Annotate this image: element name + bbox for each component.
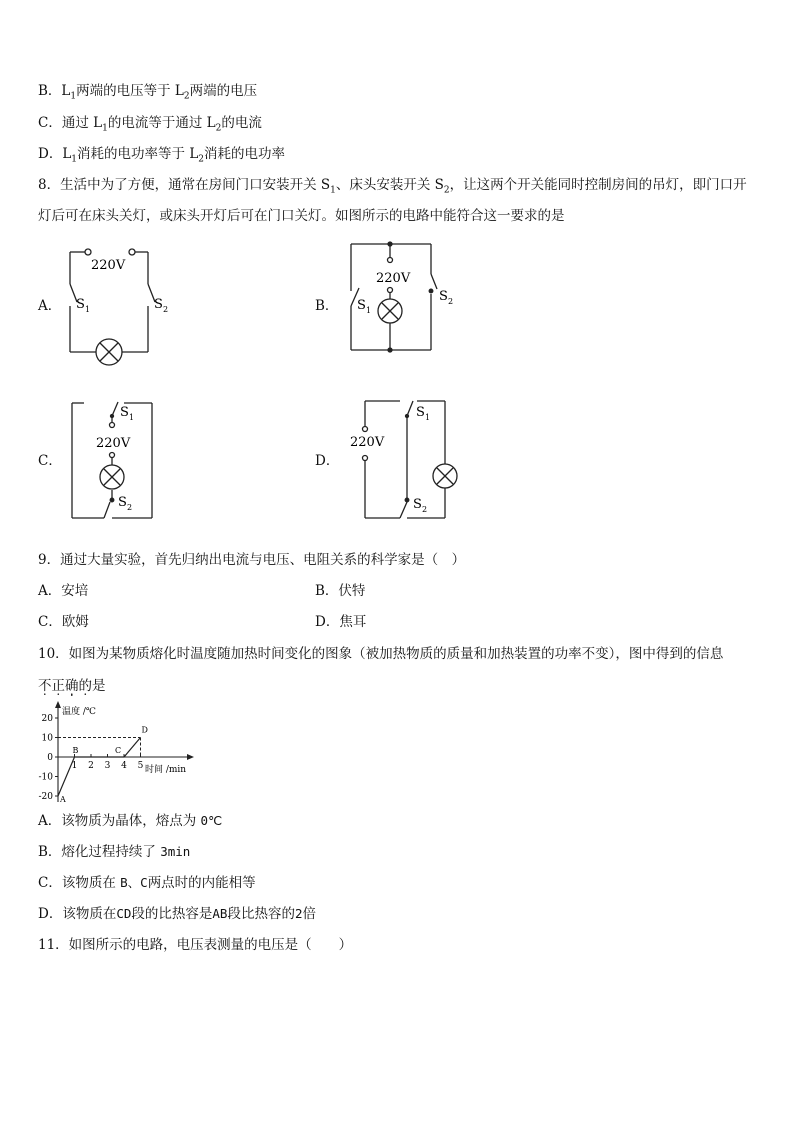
switch-s2-label: S — [439, 289, 448, 304]
q10-option-d: D．该物质在CD段的比热容是AB段比热容的2倍 — [38, 906, 316, 922]
switch-s2-sub: 2 — [448, 297, 454, 306]
q9-option-c: C．欧姆 — [38, 614, 89, 630]
q8-label-c: C． — [38, 453, 62, 469]
y-tick-label: 0 — [47, 753, 53, 763]
y-tick-label: 10 — [41, 733, 53, 744]
q8-stem-line1: 8．生活中为了方便，通常在房间门口安装开关 $S_1$、床头安装开关 $S_2$，让这两个开关能同时控制房间的吊灯，即门口开 — [38, 177, 747, 196]
q7-option-d: D．$L_1$消耗的电功率等于 $L_2$消耗的电功率 — [38, 146, 286, 165]
switch-s1-label: S — [120, 405, 129, 420]
q10-option-a: A．该物质为晶体，熔点为 0℃ — [38, 813, 223, 829]
x-tick-label: 4 — [121, 761, 127, 771]
q9-stem: 9．通过大量实验，首先归纳出电流与电压、电阻关系的科学家是（ ） — [38, 552, 466, 568]
y-tick-label: -20 — [38, 792, 53, 802]
q8-label-b: B． — [315, 298, 339, 314]
voltage-label: 220V — [350, 435, 385, 450]
y-tick-label: -10 — [38, 772, 53, 783]
x-tick-label: 2 — [88, 761, 94, 771]
voltage-label: 220V — [376, 271, 411, 286]
switch-s2-label: S — [413, 497, 422, 512]
q10-option-b: B．熔化过程持续了 3min — [38, 844, 191, 860]
point-label: D — [141, 725, 148, 735]
q10-option-c: C．该物质在 B、C两点时的内能相等 — [38, 875, 256, 891]
switch-s1-sub: 1 — [129, 413, 135, 422]
circuit-d — [350, 398, 465, 524]
point-label: B — [72, 746, 79, 755]
q10-stem-line2: 不正确的是 . — [38, 677, 106, 695]
switch-s1-sub: 1 — [366, 306, 372, 315]
q8-label-d: D． — [315, 453, 340, 469]
q8-label-a: A． — [38, 298, 62, 314]
temperature-time-graph — [28, 700, 208, 808]
circuit-a — [60, 244, 170, 362]
y-axis-arrow — [55, 701, 61, 708]
point-label: A — [60, 795, 66, 804]
x-tick-label: 1 — [71, 761, 78, 771]
switch-s1-sub: 1 — [85, 305, 91, 314]
q7-option-c: C．通过 $L_1$的电流等于通过 $L_2$的电流 — [38, 115, 262, 134]
q7-option-b: B．$L_1$两端的电压等于 $L_2$两端的电压 — [38, 83, 258, 102]
y-axis-label: 温度 /℃ — [62, 707, 96, 717]
x-tick-label: 5 — [137, 761, 144, 771]
x-axis-arrow — [187, 754, 194, 760]
x-axis-label: 时间 /min — [145, 765, 187, 775]
switch-s1-label: S — [416, 405, 425, 420]
q11-stem: 11．如图所示的电路，电压表测量的电压是（ ） — [38, 937, 353, 953]
switch-s1-label: S — [76, 297, 85, 312]
switch-s1-sub: 1 — [425, 413, 431, 422]
circuit-b — [343, 236, 458, 358]
switch-s1-label: S — [357, 298, 366, 313]
voltage-label: 220V — [96, 436, 131, 451]
x-tick-label: 3 — [104, 761, 111, 771]
switch-s2-sub: 2 — [422, 505, 428, 514]
q8-stem-line2: 灯后可在床头关灯，或床头开灯后可在门口关灯。如图所示的电路中能符合这一要求的是 — [38, 208, 565, 224]
switch-s2-label: S — [118, 495, 127, 510]
point-label: C — [115, 746, 122, 755]
series-line — [58, 738, 141, 797]
switch-s2-label: S — [154, 297, 163, 312]
switch-s2-sub: 2 — [163, 305, 169, 314]
q9-option-a: A．安培 — [38, 583, 89, 599]
voltage-label: 220V — [91, 258, 126, 273]
y-tick-label: 20 — [41, 714, 53, 724]
q9-option-b: B．伏特 — [315, 583, 366, 599]
switch-s2-sub: 2 — [127, 503, 133, 512]
circuit-c — [62, 398, 162, 524]
q9-option-d: D．焦耳 — [315, 614, 367, 630]
q10-stem: 10．如图为某物质熔化时温度随加热时间变化的图象（被加热物质的质量和加热装置的功率不变），图中得到的信息 — [38, 646, 724, 662]
